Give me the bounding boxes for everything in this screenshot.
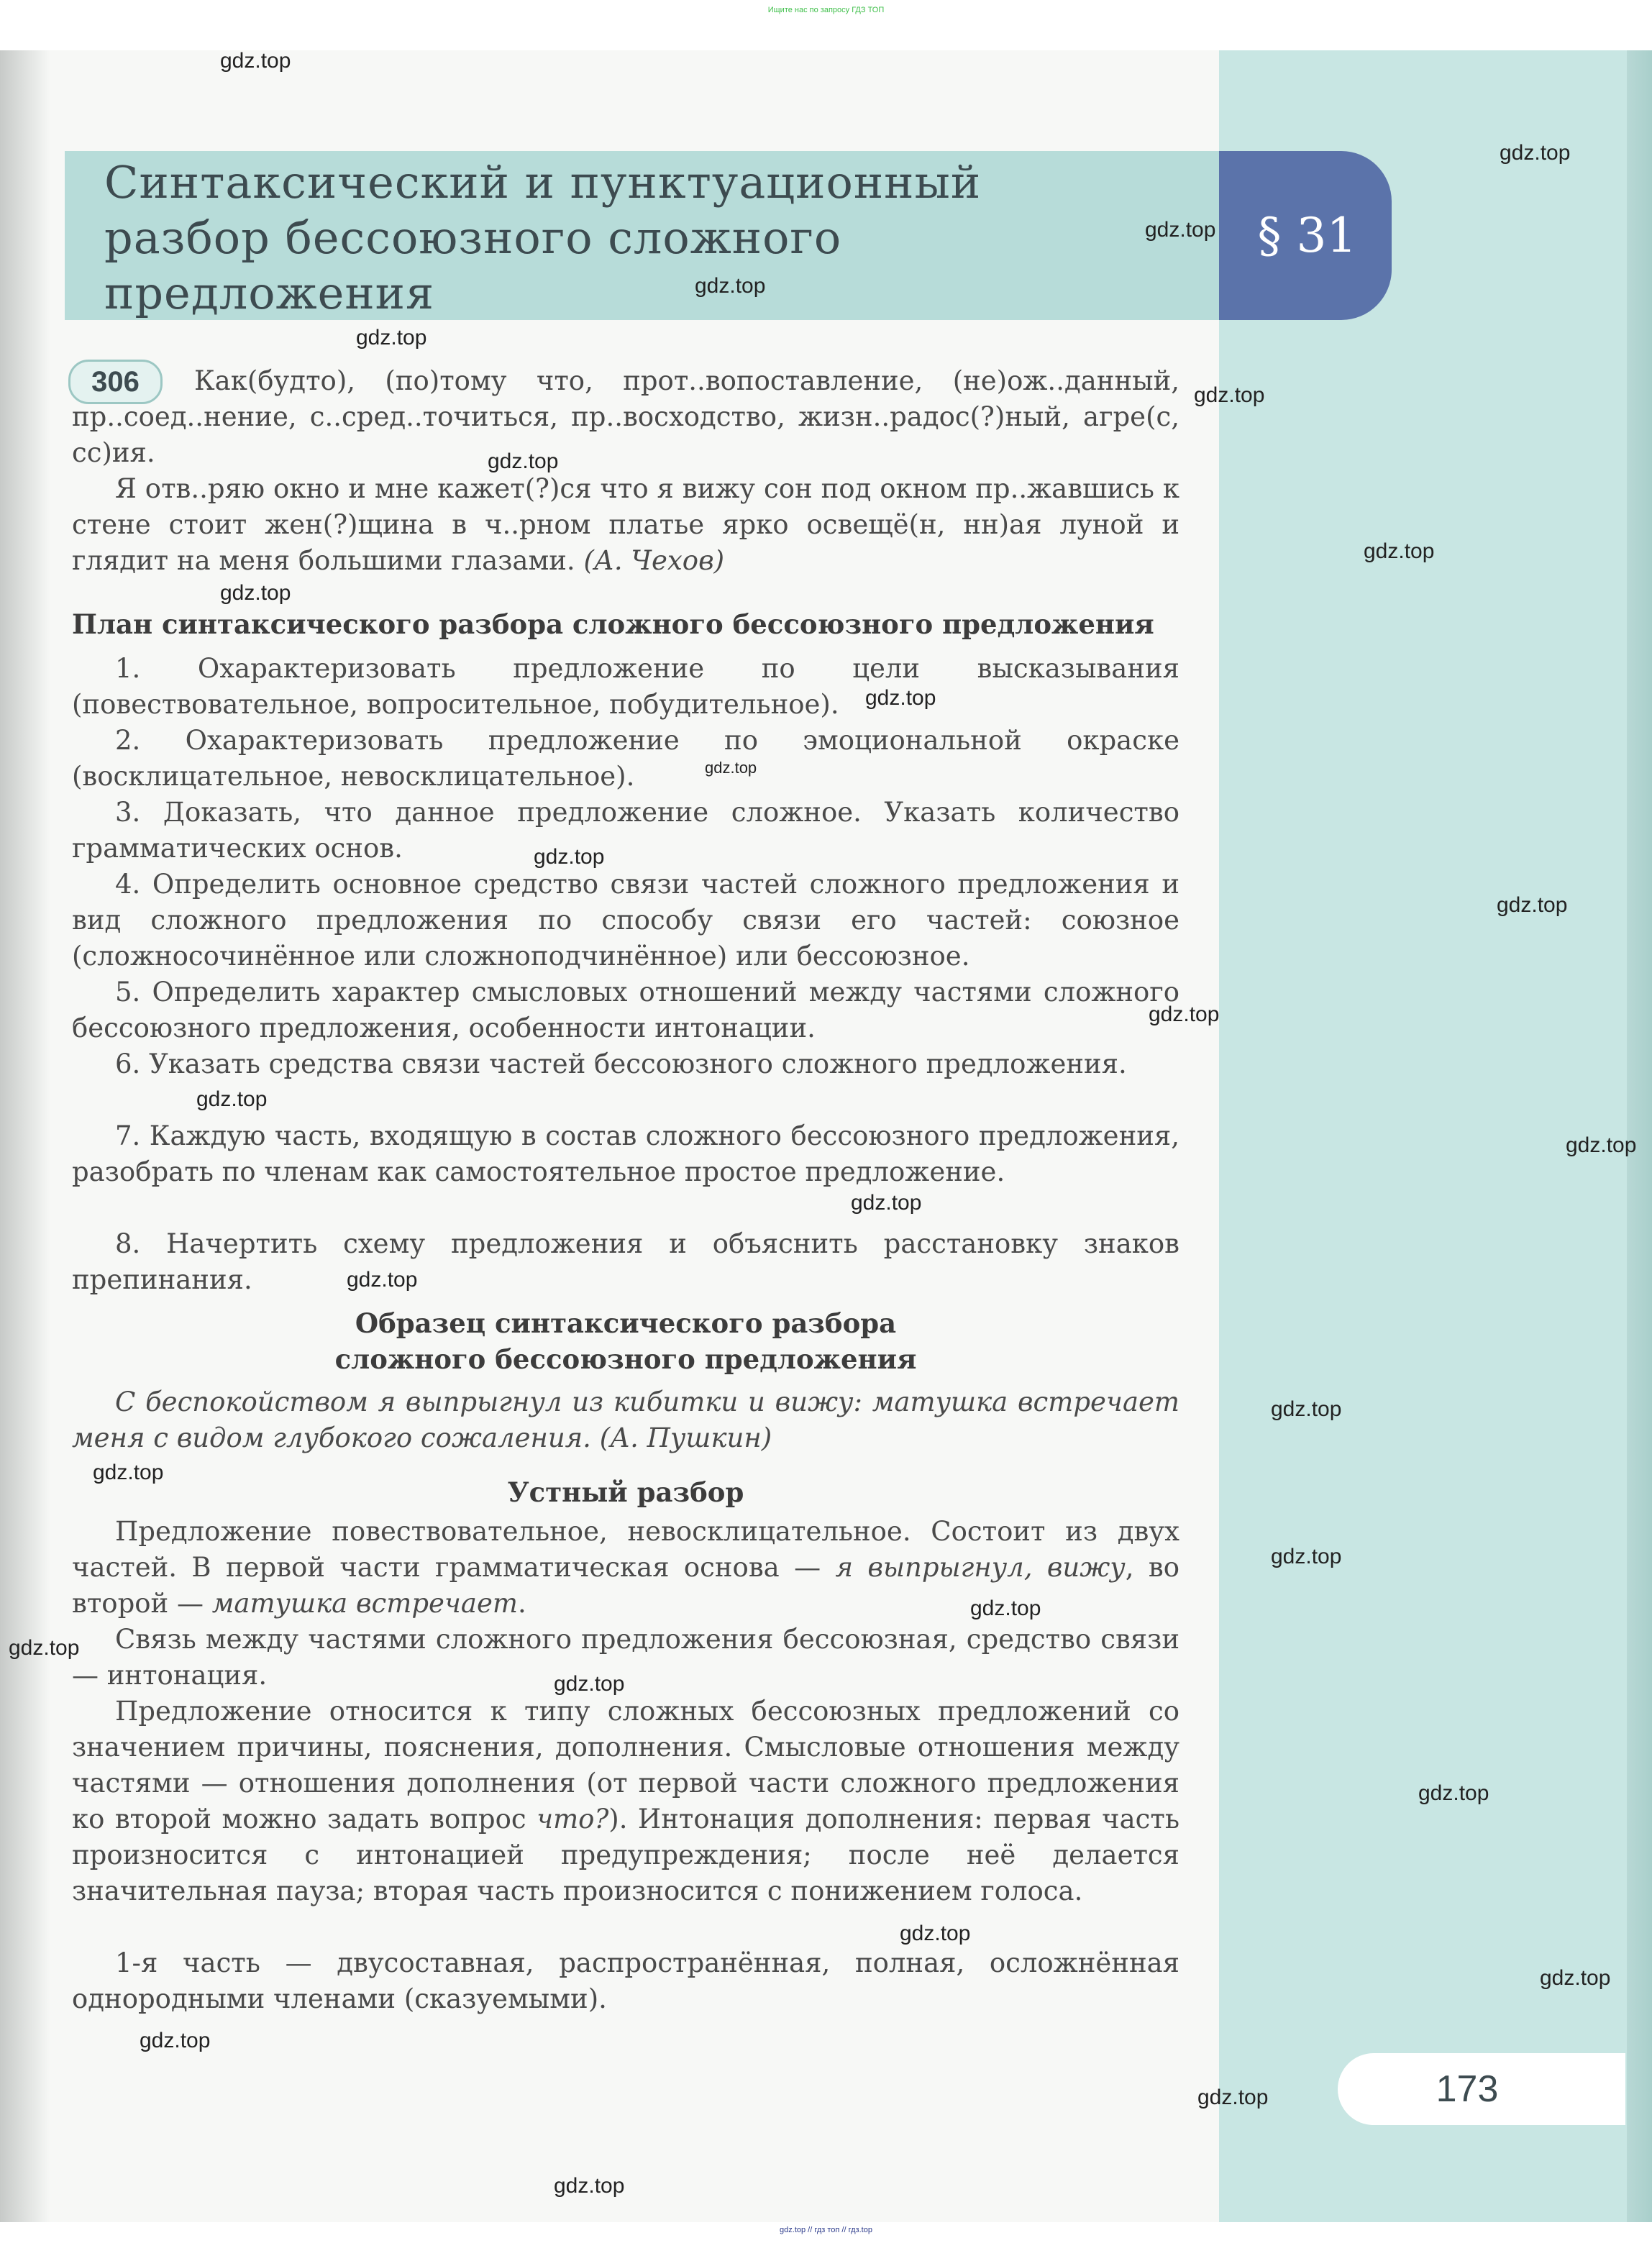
- watermark: gdz.top: [356, 326, 427, 350]
- watermark: gdz.top: [970, 1596, 1041, 1620]
- oral-p3-text: Предложение относится к типу сложных бессоюзных предложений со значением причины, пояснения, дополнения. Смысловые отношения между частями — отношения дополнения (от первой части сложного предложения ко второй можно задать вопрос: [72, 1696, 1179, 1835]
- oral-p1-text: , во второй —: [72, 1552, 1179, 1619]
- plan-item: 3. Доказать, что данное предложение сложное. Указать количество грамматических основ.: [72, 797, 1179, 864]
- sample-heading-line1: Образец синтаксического разбора: [355, 1307, 897, 1339]
- sample-example-text: С беспокойством я выпрыгнул из кибитки и вижу: матушка встречает меня с видом глубокого сожаления.: [72, 1387, 1179, 1453]
- watermark: gdz.top: [140, 2029, 211, 2052]
- watermark: gdz.top: [1271, 1545, 1342, 1568]
- watermark: gdz.top: [1271, 1397, 1342, 1421]
- watermark: gdz.top: [865, 686, 936, 710]
- sample-heading-line2: сложного бессоюзного предложения: [334, 1343, 917, 1375]
- watermark: gdz.top: [534, 845, 605, 869]
- watermark: gdz.top: [347, 1268, 418, 1292]
- sample-example-author: (А. Пушкин): [599, 1422, 772, 1453]
- watermark: gdz.top: [488, 449, 559, 473]
- watermark: gdz.top: [196, 1087, 268, 1111]
- top-search-note: Ищите нас по запросу ГДЗ ТОП: [767, 6, 885, 14]
- oral-p3-text: ). Интонация дополнения: первая часть произносится с интонацией предупреждения; после неё делается значительная пауза; вторая часть произносится с понижением голоса.: [72, 1804, 1180, 1906]
- watermark: gdz.top: [1149, 1002, 1220, 1026]
- watermark: gdz.top: [554, 1672, 625, 1696]
- watermark: gdz.top: [93, 1461, 164, 1484]
- watermark: gdz.top: [554, 2174, 625, 2198]
- watermark: gdz.top: [1540, 1966, 1611, 1990]
- oral-p1-text: Предложение повествовательное, невосклицательное. Состоит из двух частей. В первой части грамматическая основа —: [72, 1516, 1179, 1583]
- watermark: gdz.top: [1566, 1133, 1637, 1157]
- plan-item: 4. Определить основное средство связи частей сложного предложения и вид сложного предложения по способу связи его частей: союзное (сложносочинённое или сложноподчинённое) или бессоюзное.: [72, 869, 1179, 972]
- oral-p1-emphasis: я выпрыгнул, вижу: [835, 1552, 1126, 1583]
- oral-p1-text: .: [517, 1588, 526, 1619]
- plan-item: 6. Указать средства связи частей бессоюзного сложного предложения.: [115, 1049, 1127, 1079]
- watermark: gdz.top: [695, 274, 766, 298]
- watermark: gdz.top: [1497, 893, 1568, 917]
- section-title: Синтаксический и пунктуационный разбор бессоюзного сложного предложения: [104, 156, 982, 319]
- watermark: gdz.top: [851, 1191, 922, 1215]
- watermark: gdz.top: [1500, 141, 1571, 165]
- watermark: gdz.top: [900, 1922, 971, 1945]
- watermark: gdz.top: [1418, 1781, 1489, 1805]
- plan-item: 5. Определить характер смысловых отношений между частями сложного бессоюзного предложения, особенности интонации.: [72, 977, 1179, 1043]
- plan-item: 8. Начертить схему предложения и объяснить расстановку знаков препинания.: [72, 1228, 1179, 1295]
- watermark: gdz.top: [1194, 383, 1265, 407]
- plan-item: 7. Каждую часть, входящую в состав сложного бессоюзного предложения, разобрать по членам как самостоятельное простое предложение.: [72, 1120, 1179, 1187]
- oral-p1-emphasis: матушка встречает: [211, 1588, 518, 1619]
- oral-paragraph-2: Связь между частями сложного предложения бессоюзная, средство связи — интонация.: [72, 1624, 1179, 1691]
- exercise-sentence: [72, 471, 1179, 579]
- book-spine-shadow: [0, 50, 50, 2222]
- watermark: gdz.top: [220, 49, 291, 73]
- oral-p3-emphasis: что?: [537, 1804, 609, 1835]
- exercise-words: Как(будто), (по)тому что, прот..вопоставление, (не)ож..данный, пр..соед..нение, с..сред..точиться, пр..восходство, жизн..радос(?)ный, агре(с, сс)ия.: [72, 365, 1179, 468]
- exercise-number-badge: 306: [68, 360, 163, 404]
- watermark: gdz.top: [1197, 2086, 1269, 2109]
- watermark: gdz.top: [220, 581, 291, 605]
- watermark: gdz.top: [1145, 218, 1216, 242]
- plan-item: 2. Охарактеризовать предложение по эмоциональной окраске (восклицательное, невосклицательное).: [72, 725, 1179, 792]
- plan-item: 1. Охарактеризовать предложение по цели высказывания (повествовательное, вопросительное, побудительное).: [72, 653, 1179, 720]
- watermark: gdz.top: [705, 759, 757, 777]
- oral-paragraph-4: 1-я часть — двусоставная, распространённая, полная, осложнённая однородными членами (сказуемыми).: [72, 1947, 1179, 2014]
- page-number: 173: [1436, 2068, 1499, 2110]
- section-number-tab: § 31: [1219, 151, 1392, 320]
- watermark: gdz.top: [9, 1636, 80, 1660]
- bottom-watermark-note: gdz.top // гдз топ // гдз.top: [780, 2226, 872, 2234]
- oral-paragraph-3: [72, 1694, 1179, 1909]
- sample-example: [72, 1384, 1179, 1456]
- plan-heading: План синтаксического разбора сложного бессоюзного предложения: [72, 608, 1154, 640]
- exercise-author: (А. Чехов): [583, 545, 725, 576]
- oral-heading: Устный разбор: [507, 1476, 744, 1508]
- watermark: gdz.top: [1364, 539, 1435, 563]
- exercise-sentence-text: Я отв..ряю окно и мне кажет(?)ся что я вижу сон под окном пр..жавшись к стене стоит жен(?)щина в ч..рном платье ярко освещё(н, нн)ая луной и глядит на меня большими глазами.: [72, 473, 1179, 576]
